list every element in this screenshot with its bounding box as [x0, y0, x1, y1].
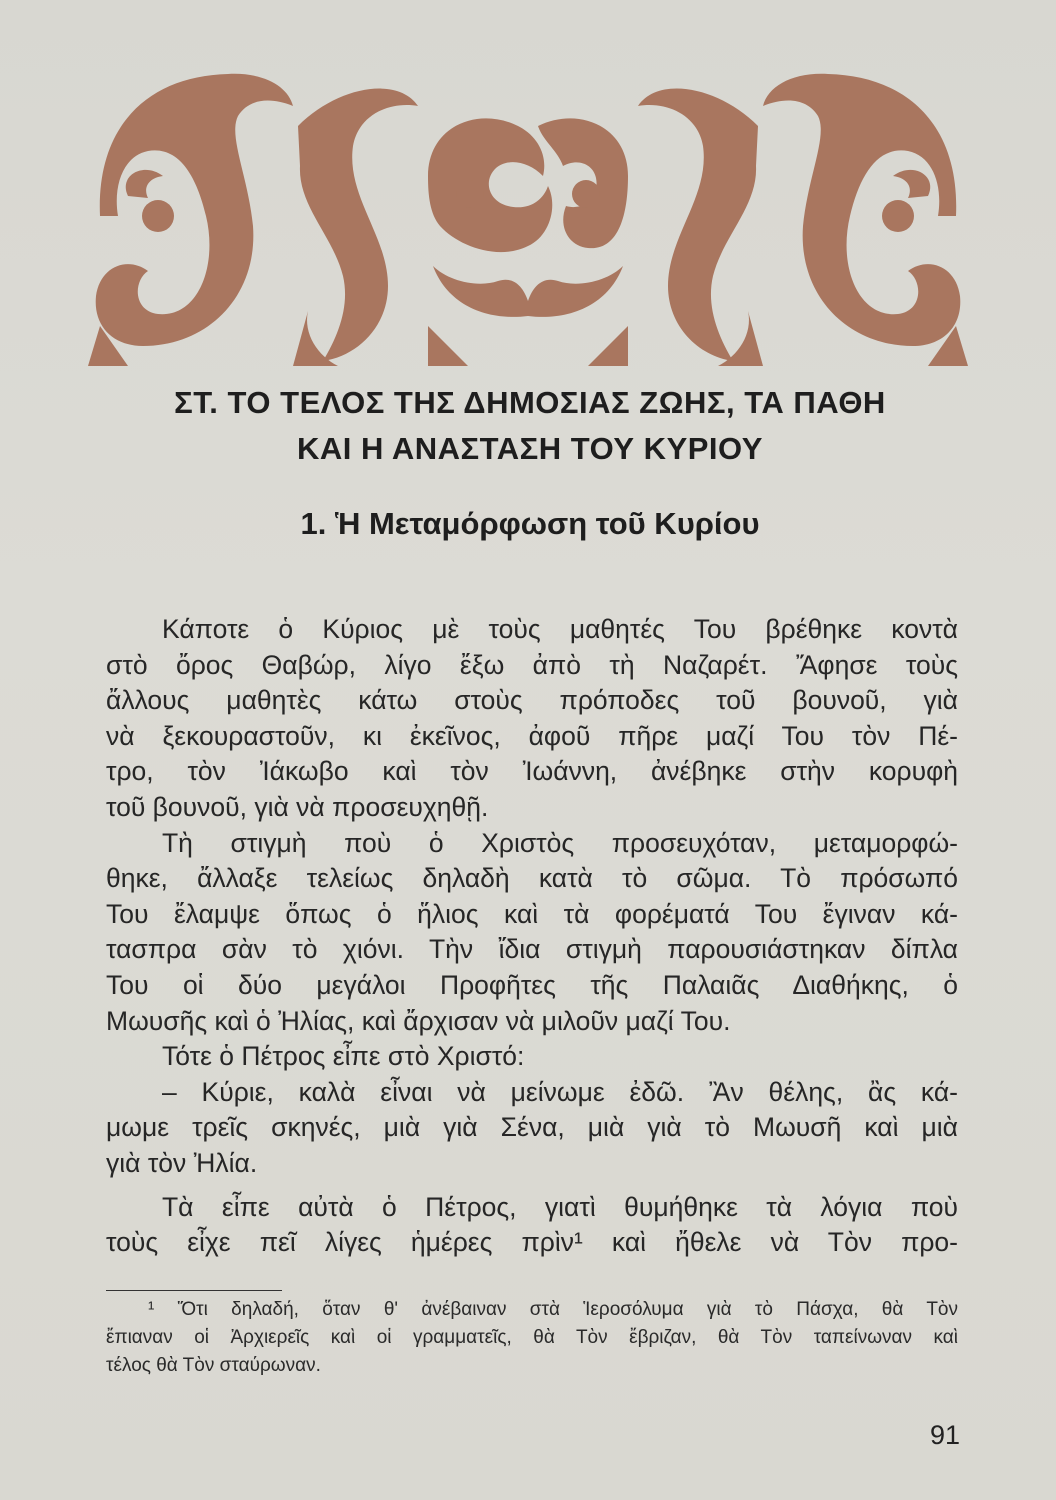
body-line: θηκε, ἄλλαξε τελείως δηλαδὴ κατὰ τὸ σῶμα. Τὸ πρόσωπό	[106, 863, 958, 894]
body-line: Τὴ στιγμὴ ποὺ ὁ Χριστὸς προσευχόταν, μεταμορφώ-	[162, 827, 958, 858]
footnote-line: ἔπιαναν οἱ Ἀρχιερεῖς καὶ οἱ γραμματεῖς, θὰ Τὸν ἔβριζαν, θὰ Τὸν ταπείνωναν καὶ	[106, 1327, 958, 1348]
body-line: γιὰ τὸν Ἠλία.	[106, 1147, 258, 1178]
body-line: μωμε τρεῖς σκηνές, μιὰ γιὰ Σένα, μιὰ γιὰ τὸ Μωυσῆ καὶ μιὰ	[106, 1112, 958, 1143]
chapter-heading-line-2: ΚΑΙ Η ΑΝΑΣΤΑΣΗ ΤΟΥ ΚΥΡΙΟΥ	[297, 431, 763, 466]
body-line: Μωυσῆς καὶ ὁ Ἠλίας, καὶ ἄρχισαν νὰ μιλοῦν μαζί Του.	[106, 1005, 731, 1036]
body-line: ἄλλους μαθητὲς κάτω στοὺς πρόποδες τοῦ βουνοῦ, γιὰ	[106, 685, 958, 716]
body-line: Τότε ὁ Πέτρος εἶπε στὸ Χριστό:	[162, 1041, 525, 1072]
arabesque-ornament-icon	[88, 66, 968, 366]
section-title: 1. Ἡ Μεταμόρφωση τοῦ Κυρίου	[300, 506, 760, 541]
footnote-line: ¹ Ὅτι δηλαδή, ὅταν θ' ἀνέβαιναν στὰ Ἱεροσόλυμα γιὰ τὸ Πάσχα, θὰ Τὸν	[148, 1299, 958, 1320]
footnote-divider	[106, 1290, 282, 1291]
footnote	[106, 1296, 958, 1380]
body-line: στὸ ὄρος Θαβώρ, λίγο ἔξω ἀπὸ τὴ Ναζαρέτ. Ἄφησε τοὺς	[106, 649, 958, 680]
body-line: τοὺς εἶχε πεῖ λίγες ἡμέρες πρὶν¹ καὶ ἤθελε νὰ Τὸν προ-	[106, 1227, 958, 1258]
body-line: τρο, τὸν Ἰάκωβο καὶ τὸν Ἰωάννη, ἀνέβηκε στὴν κορυφὴ	[106, 756, 958, 787]
body-line: Του ἔλαμψε ὅπως ὁ ἥλιος καὶ τὰ φορέματά Του ἔγιναν κά-	[106, 898, 958, 929]
body-line: τοῦ βουνοῦ, γιὰ νὰ προσευχηθῇ.	[106, 791, 489, 822]
body-line: Κάποτε ὁ Κύριος μὲ τοὺς μαθητές Του βρέθηκε κοντὰ	[162, 614, 958, 644]
chapter-heading-line-1: ΣΤ. ΤΟ ΤΕΛΟΣ ΤΗΣ ΔΗΜΟΣΙΑΣ ΖΩΗΣ, ΤΑ ΠΑΘΗ	[174, 385, 886, 420]
body-line: Του οἱ δύο μεγάλοι Προφῆτες τῆς Παλαιᾶς Διαθήκης, ὁ	[106, 969, 958, 1000]
body-line: τασπρα σὰν τὸ χιόνι. Τὴν ἴδια στιγμὴ παρουσιάστηκαν δίπλα	[106, 934, 958, 965]
page-number: 91	[929, 1420, 960, 1450]
body-line: νὰ ξεκουραστοῦν, κι ἐκεῖνος, ἀφοῦ πῆρε μαζί Του τὸν Πέ-	[106, 720, 958, 751]
body-line: Τὰ εἶπε αὐτὰ ὁ Πέτρος, γιατὶ θυμήθηκε τὰ λόγια ποὺ	[162, 1191, 958, 1222]
body-text	[106, 612, 958, 1261]
footnote-line: τέλος θὰ Τὸν σταύρωναν.	[106, 1355, 321, 1376]
chapter-heading	[100, 380, 960, 472]
body-line: – Κύριε, καλὰ εἶναι νὰ μείνωμε ἐδῶ. Ἂν θέλης, ἂς κά-	[162, 1076, 958, 1107]
